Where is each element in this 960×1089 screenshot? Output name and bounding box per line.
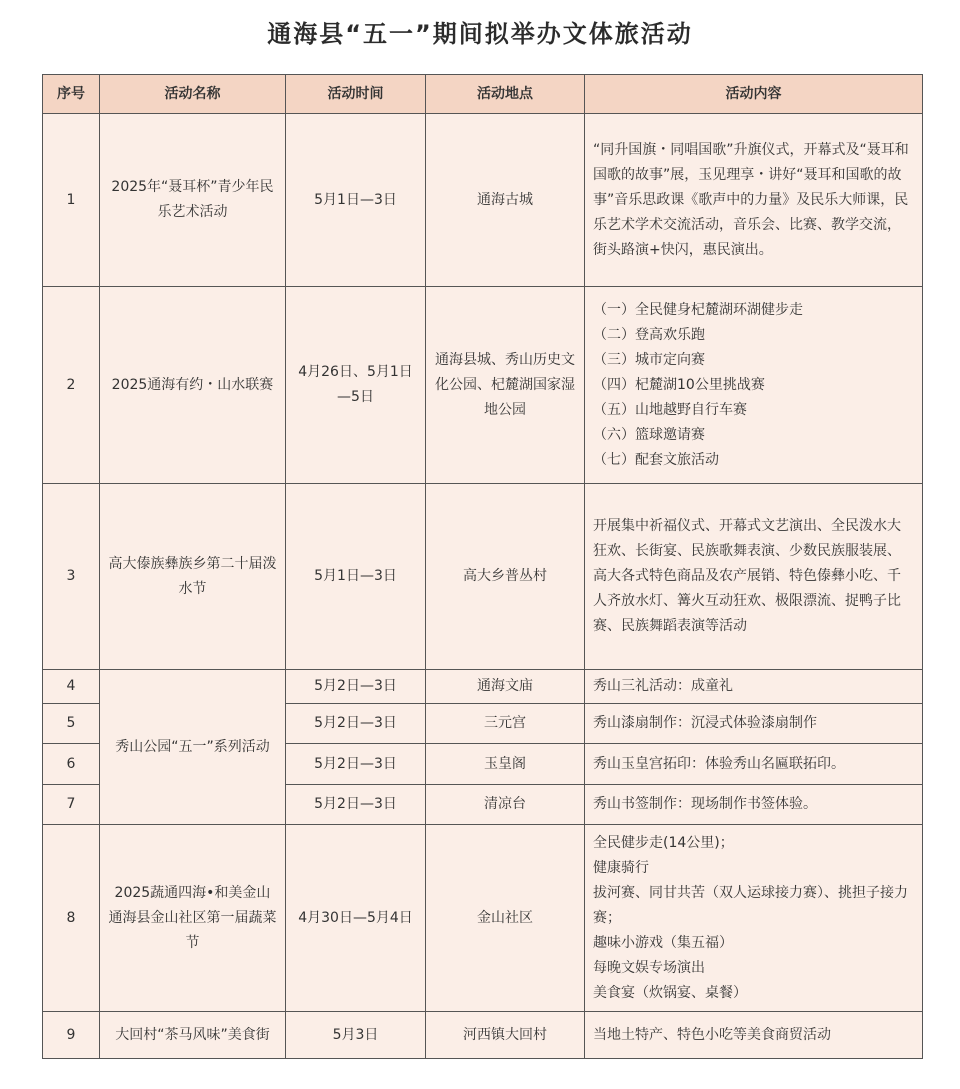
content-line: 开展集中祈福仪式、开幕式文艺演出、全民泼水大狂欢、长街宴、民族歌舞表演、少数民族服装展、高大各式特色商品及农产展销、特色傣彝小吃、千人齐放水灯、篝火互动狂欢、极限漂流、捉鸭子比赛、民族舞蹈表演等活动 [593, 518, 901, 634]
row-content [585, 484, 923, 670]
content-line: （七）配套文旅活动 [593, 451, 719, 468]
row-content [585, 785, 923, 825]
content-line: （六）篮球邀请赛 [593, 426, 705, 443]
content-line: 趣味小游戏（集五福） [593, 934, 733, 951]
table-row [43, 484, 923, 670]
content-line: 每晚文娱专场演出 [593, 959, 705, 976]
row-time: 5月1日—3日 [286, 484, 426, 670]
row-activity-name: 2025年“聂耳杯”青少年民乐艺术活动 [100, 114, 286, 287]
row-no: 5 [43, 704, 100, 744]
row-activity-name: 秀山公园“五一”系列活动 [100, 670, 286, 825]
activity-table [42, 74, 923, 1059]
row-no: 6 [43, 744, 100, 785]
row-content [585, 1012, 923, 1059]
row-no: 3 [43, 484, 100, 670]
row-time: 5月2日—3日 [286, 670, 426, 704]
content-line: 秀山漆扇制作：沉浸式体验漆扇制作 [593, 715, 817, 731]
page-title: 通海县“五一”期间拟举办文体旅活动 [267, 20, 693, 48]
row-place: 清凉台 [426, 785, 585, 825]
content-line: （三）城市定向赛 [593, 351, 705, 368]
header-content: 活动内容 [585, 75, 923, 114]
row-no: 1 [43, 114, 100, 287]
content-line: （四）杞麓湖10公里挑战赛 [593, 376, 765, 393]
row-no: 7 [43, 785, 100, 825]
content-line: （一）全民健身杞麓湖环湖健步走 [593, 301, 803, 318]
row-no: 8 [43, 825, 100, 1012]
row-time: 4月30日—5月4日 [286, 825, 426, 1012]
row-place: 金山社区 [426, 825, 585, 1012]
row-content [585, 704, 923, 744]
row-content [585, 825, 923, 1012]
row-time: 5月2日—3日 [286, 744, 426, 785]
header-place: 活动地点 [426, 75, 585, 114]
row-place: 通海古城 [426, 114, 585, 287]
content-line: 秀山玉皇宫拓印：体验秀山名匾联拓印。 [593, 755, 845, 772]
row-place: 高大乡普丛村 [426, 484, 585, 670]
row-content [585, 287, 923, 484]
row-place: 三元宫 [426, 704, 585, 744]
row-time: 5月3日 [286, 1012, 426, 1059]
content-line: 当地土特产、特色小吃等美食商贸活动 [593, 1026, 831, 1043]
table-header-row [43, 75, 923, 114]
row-no: 9 [43, 1012, 100, 1059]
row-place: 通海县城、秀山历史文化公园、杞麓湖国家湿地公园 [426, 287, 585, 484]
table-row [43, 670, 923, 704]
row-activity-name: 2025通海有约・山水联赛 [100, 287, 286, 484]
content-line: 拔河赛、同甘共苦（双人运球接力赛）、挑担子接力赛； [593, 884, 908, 926]
row-activity-name: 2025蔬通四海•和美金山通海县金山社区第一届蔬菜节 [100, 825, 286, 1012]
content-line: （五）山地越野自行车赛 [593, 401, 747, 418]
row-content [585, 744, 923, 785]
table-row [43, 1012, 923, 1059]
table-row [43, 825, 923, 1012]
row-place: 通海文庙 [426, 670, 585, 704]
header-no: 序号 [43, 75, 100, 114]
row-time: 5月2日—3日 [286, 785, 426, 825]
content-line: 美食宴（炊锅宴、桌餐） [593, 984, 747, 1001]
content-line: 秀山三礼活动：成童礼 [593, 678, 733, 694]
content-line: 健康骑行 [593, 859, 649, 876]
header-time: 活动时间 [286, 75, 426, 114]
row-content [585, 114, 923, 287]
row-time: 5月2日—3日 [286, 704, 426, 744]
content-line: 秀山书签制作：现场制作书签体验。 [593, 796, 817, 812]
row-place: 玉皇阁 [426, 744, 585, 785]
table-row [43, 287, 923, 484]
row-no: 2 [43, 287, 100, 484]
row-time: 5月1日—3日 [286, 114, 426, 287]
header-name: 活动名称 [100, 75, 286, 114]
row-activity-name: 高大傣族彝族乡第二十届泼水节 [100, 484, 286, 670]
row-time: 4月26日、5月1日—5日 [286, 287, 426, 484]
table-row [43, 114, 923, 287]
row-no: 4 [43, 670, 100, 704]
content-line: （二）登高欢乐跑 [593, 326, 705, 343]
content-line: “同升国旗・同唱国歌”升旗仪式，开幕式及“聂耳和国歌的故事”展，玉见理享・讲好“聂耳和国歌的故事”音乐思政课《歌声中的力量》及民乐大师课，民乐艺术学术交流活动，音乐会、比赛、教学交流，街头路演+快闪，惠民演出。 [593, 141, 909, 258]
content-line: 全民健步走(14公里)； [593, 834, 734, 851]
row-content [585, 670, 923, 704]
row-activity-name: 大回村“茶马风味”美食街 [100, 1012, 286, 1059]
row-place: 河西镇大回村 [426, 1012, 585, 1059]
